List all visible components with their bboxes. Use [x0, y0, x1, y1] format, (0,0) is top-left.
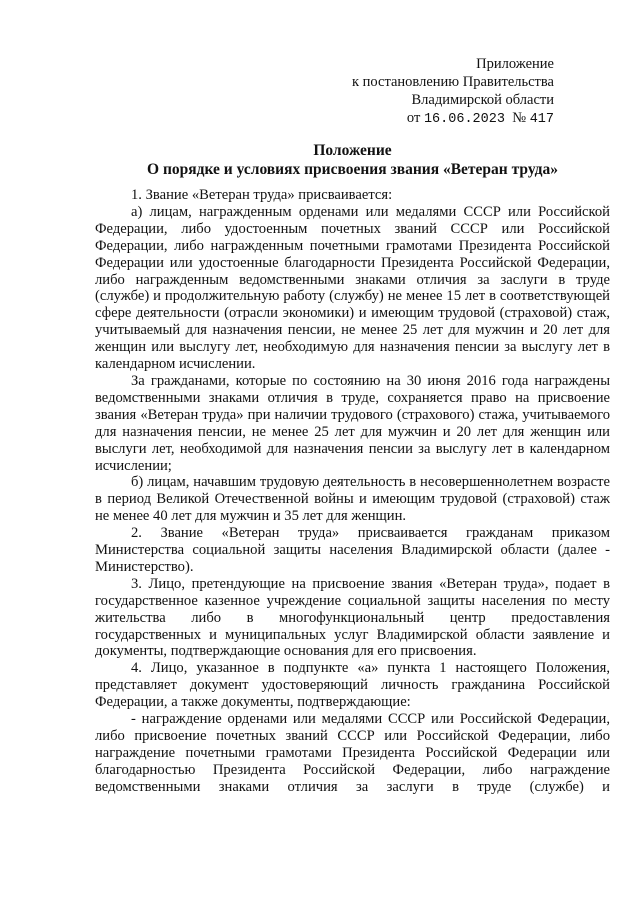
paragraph-1: 1. Звание «Ветеран труда» присваивается:: [131, 187, 393, 203]
document-heading: [95, 141, 610, 179]
paragraph-4: 4. Лицо, указанное в подпункте «а» пункта 1 настоящего Положения, представляет документ удостоверяющий личность гражданина Российской Федерации, а также документы, подтверждающие:: [95, 660, 610, 711]
number-prefix: №: [504, 110, 530, 126]
resolution-number: 417: [529, 112, 554, 127]
appendix-resolution-ref: к постановлению Правительства: [352, 74, 554, 90]
paragraph-4-item: - награждение орденами или медалями СССР или Российской Федерации, либо присвоение почетных званий СССР или Российской Федерации, либо награждение почетными грамотами Президента Российской Федерации или благодарностью Президента Российской Федерации, либо награждение ведомственными знаками отличия за заслуги в труде (службе) и: [95, 711, 610, 795]
date-prefix: от: [406, 110, 424, 126]
paragraph-3: 3. Лицо, претендующие на присвоение звания «Ветеран труда», подает в государственное казенное учреждение социальной защиты населения по месту жительства либо в многофункциональный центр предоставления государственных и муниципальных услуг Владимирской области заявление и документы, подтверждающие основания для его присвоения.: [95, 575, 610, 660]
document-body: [95, 187, 610, 796]
appendix-block: [352, 55, 554, 129]
paragraph-2: 2. Звание «Ветеран труда» присваивается гражданам приказом Министерства социальной защиты населения Владимирской области (далее - Министерство).: [95, 525, 610, 575]
paragraph-1a: а) лицам, награжденным орденами или медалями СССР или Российской Федерации, либо удостоенным почетных званий СССР или Российской Федерации, либо награжденным почетными грамотами Президента Российской Федерации или удостоенные благодарности Президента Российской Федерации, либо награжденным ведомственными знаками отличия за заслуги в труде (службе) и продолжительную работу (службу) не менее 15 лет в соответствующей сфере деятельности (отрасли экономики) и имеющим трудовой (страховой) стаж, учитываемый для назначения пенсии, не менее 25 лет для мужчин и 20 лет для женщин или выслугу лет, необходимую для назначения пенсии за выслугу лет в календарном исчислении.: [95, 203, 610, 373]
document-title: Положение: [313, 142, 392, 159]
appendix-date-line: [352, 109, 554, 129]
appendix-region: Владимирской области: [411, 92, 554, 108]
paragraph-1b: б) лицам, начавшим трудовую деятельность в несовершеннолетнем возрасте в период Великой Отечественной войны и имеющим трудовой (страховой) стаж не менее 40 лет для мужчин и 35 лет для женщин.: [95, 474, 610, 525]
appendix-title: Приложение: [476, 56, 554, 72]
paragraph-1a-note: За гражданами, которые по состоянию на 30 июня 2016 года награждены ведомственными знаками отличия в труде, сохраняется право на присвоение звания «Ветеран труда» при наличии трудового (страхового) стажа, учитываемого для назначения пенсии, не менее 25 лет для мужчин и 20 лет для женщин или выслуги лет, необходимой для назначения пенсии за выслугу лет в календарном исчислении;: [95, 372, 610, 474]
document-subtitle: О порядке и условиях присвоения звания «Ветеран труда»: [147, 161, 558, 178]
resolution-date: 16.06.2023: [423, 112, 505, 127]
